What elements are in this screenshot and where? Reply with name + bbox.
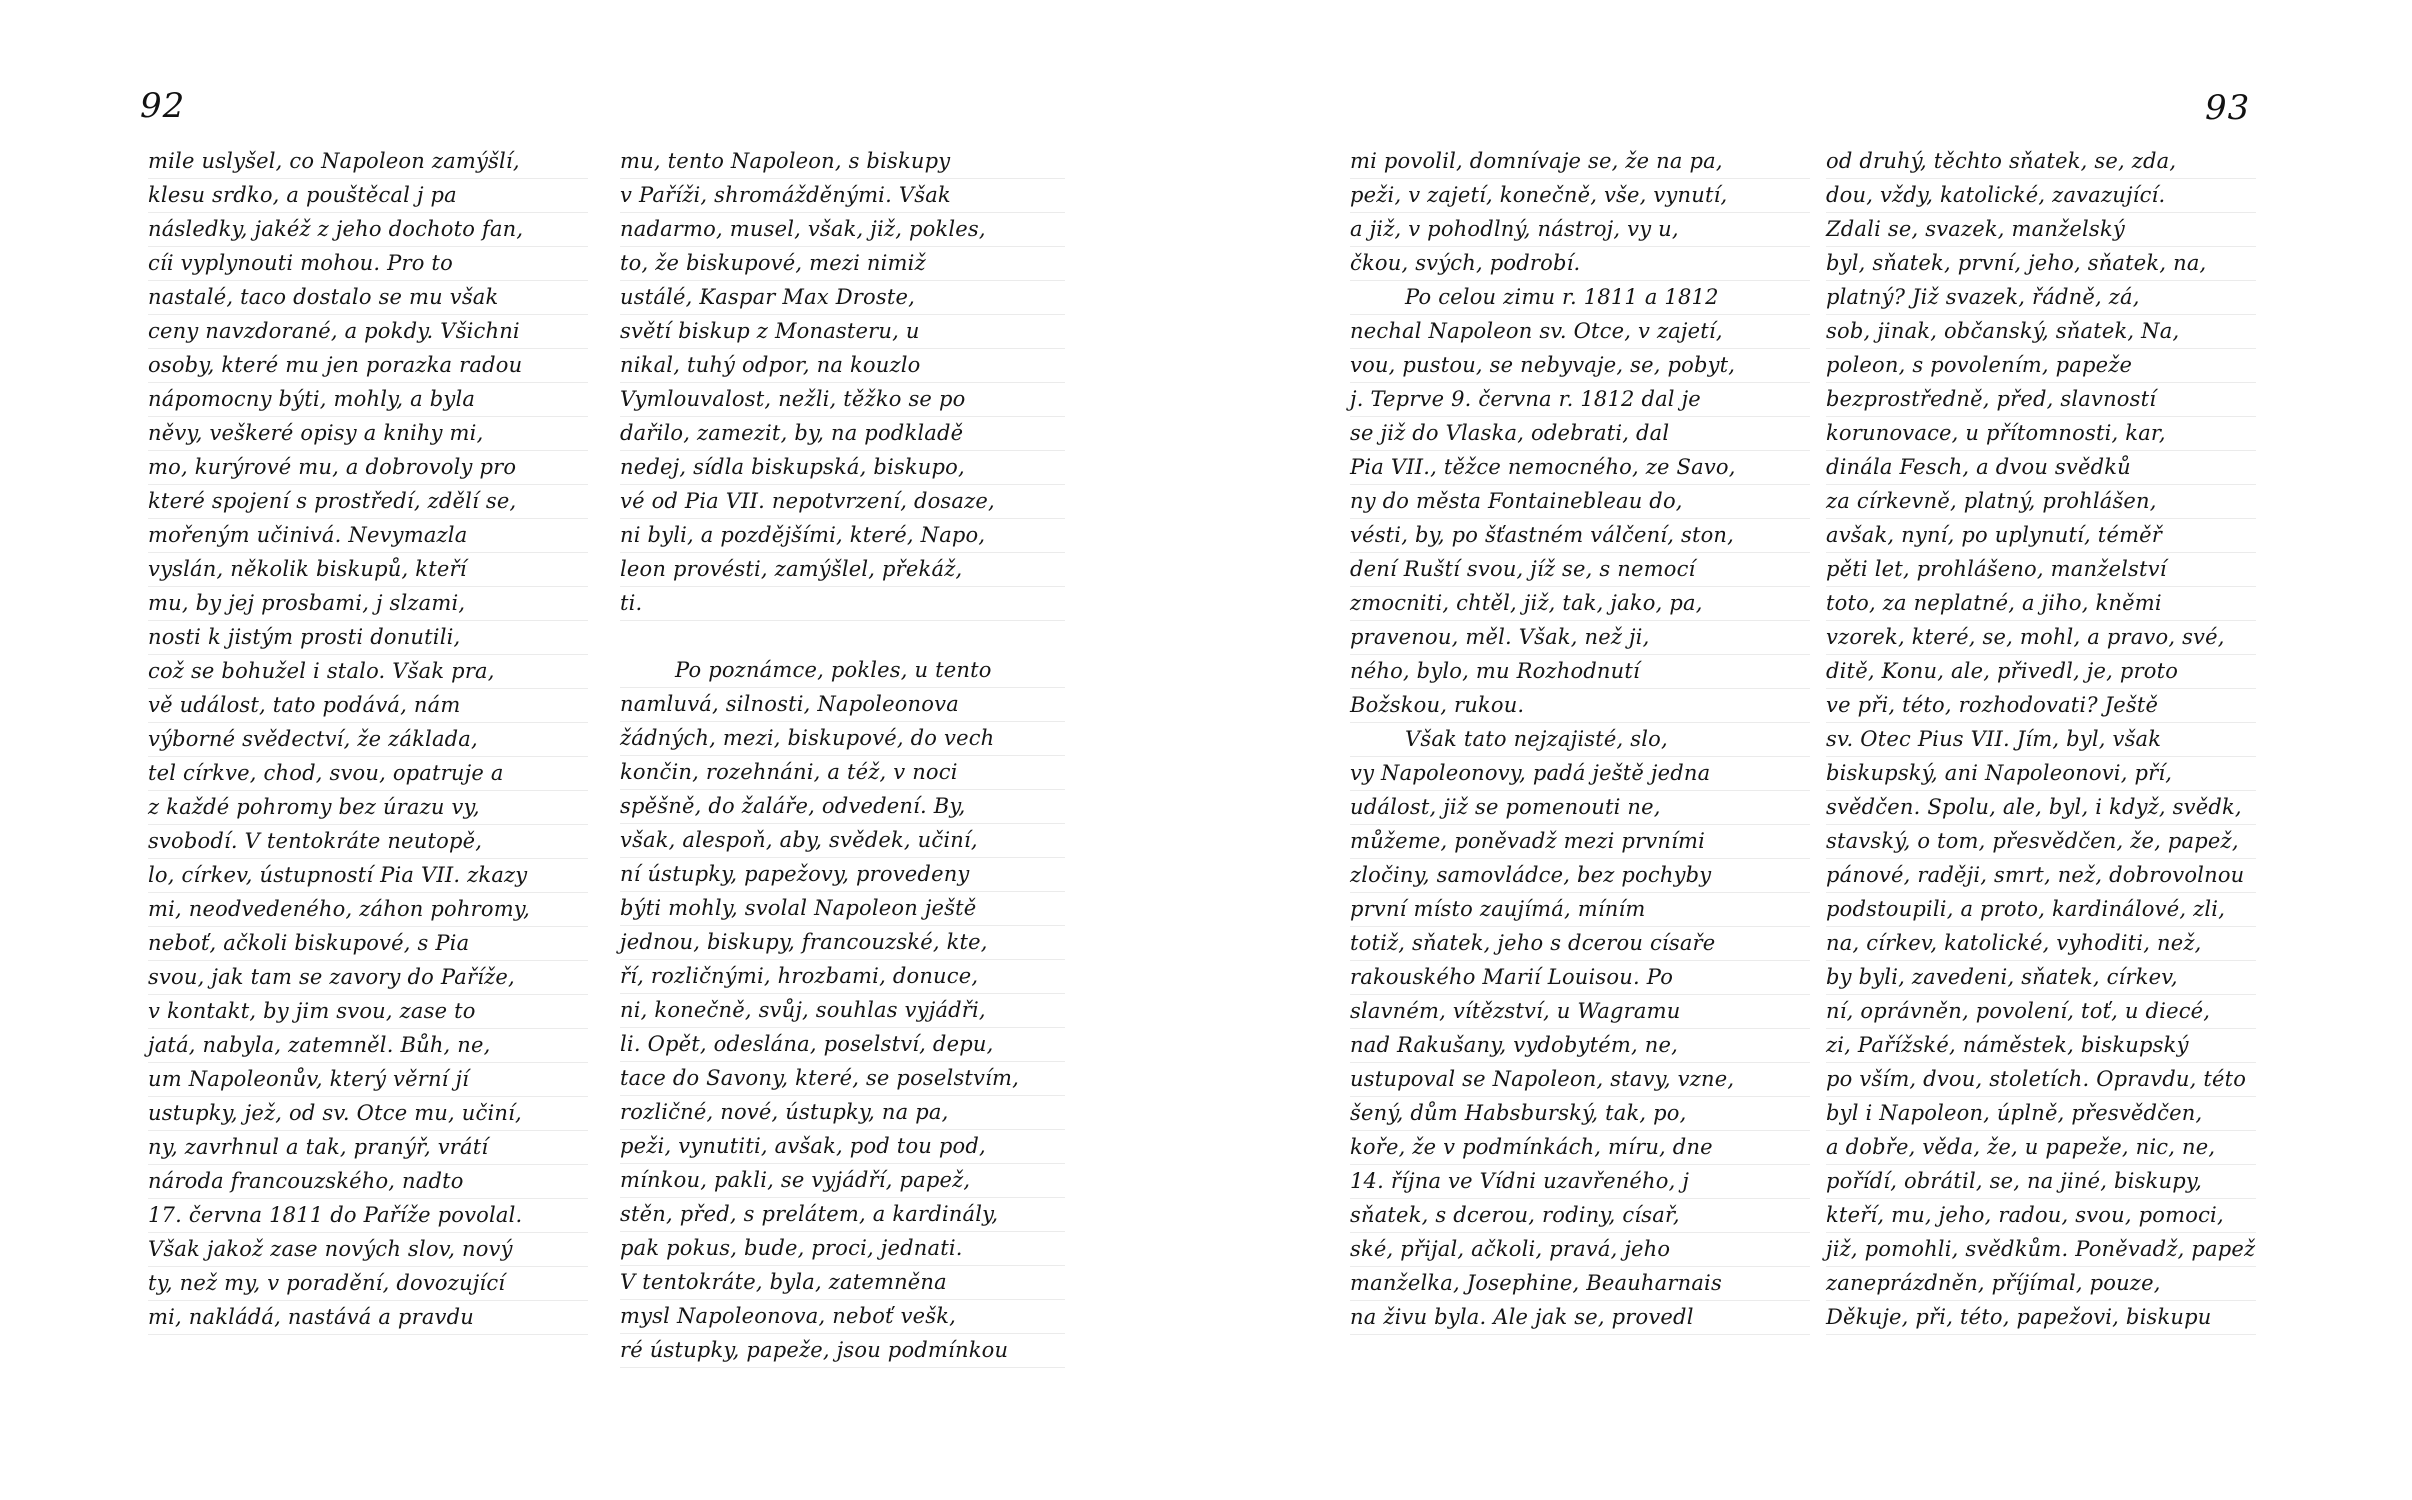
handwritten-line: ré ústupky, papeže, jsou podmínkou [620, 1334, 1065, 1368]
handwritten-line: avšak, nyní, po uplynutí, téměř [1826, 519, 2256, 553]
handwritten-line: vé od Pia VII. nepotvrzení, dosaze, [620, 485, 1065, 519]
handwritten-line: by byli, zavedeni, sňatek, církev, [1826, 961, 2256, 995]
handwritten-line: ve při, této, rozhodovati? Ještě [1826, 689, 2256, 723]
handwritten-line: klesu srdko, a pouštěcal j pa [148, 179, 588, 213]
handwritten-line: dení Ruští svou, jíž se, s nemocí [1350, 553, 1810, 587]
handwritten-line: již, pomohli, svědkům. Poněvadž, papež [1826, 1233, 2256, 1267]
handwritten-line: osoby, které mu jen porazka radou [148, 349, 588, 383]
handwritten-line: pak pokus, bude, proci, jednati. [620, 1232, 1065, 1266]
handwritten-line: spěšně, do žaláře, odvedení. By, [620, 790, 1065, 824]
handwritten-line: ceny navzdorané, a pokdy. Všichni [148, 315, 588, 349]
handwritten-line: následky, jakéž z jeho dochoto fan, [148, 213, 588, 247]
handwritten-line: mysl Napoleonova, neboť vešk, [620, 1300, 1065, 1334]
handwritten-line: světí biskup z Monasteru, u [620, 315, 1065, 349]
handwritten-line: nastalé, taco dostalo se mu však [148, 281, 588, 315]
handwritten-line: ti. [620, 587, 1065, 621]
handwritten-line: zi, Pařížské, náměstek, biskupský [1826, 1029, 2256, 1063]
handwritten-line: pravenou, měl. Však, než ji, [1350, 621, 1810, 655]
handwritten-line: vě událost, tato podává, nám [148, 689, 588, 723]
handwritten-line: byl, sňatek, první, jeho, sňatek, na, [1826, 247, 2256, 281]
handwritten-line: sob, jinak, občanský, sňatek, Na, [1826, 315, 2256, 349]
handwritten-line: můžeme, poněvadž mezi prvními [1350, 825, 1810, 859]
handwritten-line: Však jakož zase nových slov, nový [148, 1233, 588, 1267]
handwritten-line: ustálé, Kaspar Max Droste, [620, 281, 1065, 315]
handwritten-line: žádných, mezi, biskupové, do vech [620, 722, 1065, 756]
handwritten-line: Božskou, rukou. [1350, 689, 1810, 723]
handwritten-line: podstoupili, a proto, kardinálové, zli, [1826, 893, 2256, 927]
handwritten-line: dou, vždy, katolické, zavazující. [1826, 179, 2256, 213]
handwritten-line: biskupský, ani Napoleonovi, pří, [1826, 757, 2256, 791]
handwritten-line: první místo zaujímá, míním [1350, 893, 1810, 927]
handwritten-line: svou, jak tam se zavory do Paříže, [148, 961, 588, 995]
handwritten-line: ské, přijal, ačkoli, pravá, jeho [1350, 1233, 1810, 1267]
handwritten-line: bezprostředně, před, slavností [1826, 383, 2256, 417]
handwritten-line: tace do Savony, které, se poselstvím, [620, 1062, 1065, 1096]
handwritten-line: byl i Napoleon, úplně, přesvědčen, [1826, 1097, 2256, 1131]
text-column-right-page-1 [1350, 145, 1810, 1329]
page-number-left: 92 [140, 86, 186, 126]
handwritten-line: mo, kurýrové mu, a dobrovoly pro [148, 451, 588, 485]
handwritten-line: však, alespoň, aby, svědek, učiní, [620, 824, 1065, 858]
handwritten-line: 17. června 1811 do Paříže povolal. [148, 1199, 588, 1233]
handwritten-line: vyslán, několik biskupů, kteří [148, 553, 588, 587]
handwritten-line: vy Napoleonovy, padá ještě jedna [1350, 757, 1810, 791]
handwritten-line: nikal, tuhý odpor, na kouzlo [620, 349, 1065, 383]
handwritten-line: Však tato nejzajisté, slo, [1350, 723, 1810, 757]
handwritten-line: stavský, o tom, přesvědčen, že, papež, [1826, 825, 2256, 859]
handwritten-line: pořídí, obrátil, se, na jiné, biskupy, [1826, 1165, 2256, 1199]
handwritten-line: sv. Otec Pius VII. Jím, byl, však [1826, 723, 2256, 757]
handwritten-line: sňatek, s dcerou, rodiny, císař, [1350, 1199, 1810, 1233]
handwritten-line: platný? Již svazek, řádně, zá, [1826, 281, 2256, 315]
handwritten-line: ní ústupky, papežovy, provedeny [620, 858, 1065, 892]
handwritten-line: v kontakt, by jim svou, zase to [148, 995, 588, 1029]
handwritten-line: za církevně, platný, prohlášen, [1826, 485, 2256, 519]
handwritten-line: mi, nakládá, nastává a pravdu [148, 1301, 588, 1335]
handwritten-line: um Napoleonův, který věrní jí [148, 1063, 588, 1097]
handwritten-line: zaneprázdněn, příjímal, pouze, [1826, 1267, 2256, 1301]
handwritten-line: národa francouzského, nadto [148, 1165, 588, 1199]
handwritten-line: dařilo, zamezit, by, na podkladě [620, 417, 1065, 451]
handwritten-line: Vymlouvalost, nežli, těžko se po [620, 383, 1065, 417]
handwritten-line: událost, již se pomenouti ne, [1350, 791, 1810, 825]
handwritten-line: manželka, Josephine, Beauharnais [1350, 1267, 1810, 1301]
handwritten-line: mu, by jej prosbami, j slzami, [148, 587, 588, 621]
handwritten-line: nadarmo, musel, však, již, pokles, [620, 213, 1065, 247]
handwritten-line: ni, konečně, svůj, souhlas vyjádři, [620, 994, 1065, 1028]
handwritten-line: ustupky, jež, od sv. Otce mu, učiní, [148, 1097, 588, 1131]
handwritten-line: dinála Fesch, a dvou svědků [1826, 451, 2256, 485]
handwritten-line: Pia VII., těžce nemocného, ze Savo, [1350, 451, 1810, 485]
handwritten-line: šený, dům Habsburský, tak, po, [1350, 1097, 1810, 1131]
handwritten-line: koře, že v podmínkách, míru, dne [1350, 1131, 1810, 1165]
handwritten-line: což se bohužel i stalo. Však pra, [148, 655, 588, 689]
handwritten-line: Po poznámce, pokles, u tento [620, 654, 1065, 688]
handwritten-line: ditě, Konu, ale, přivedl, je, proto [1826, 655, 2256, 689]
handwritten-line: nechal Napoleon sv. Otce, v zajetí, [1350, 315, 1810, 349]
handwritten-line: zločiny, samovládce, bez pochyby [1350, 859, 1810, 893]
text-column-right-page-2 [1826, 145, 2256, 1329]
handwritten-line: ty, než my, v poradění, dovozující [148, 1267, 588, 1301]
handwritten-line: Děkuje, při, této, papežovi, biskupu [1826, 1301, 2256, 1335]
handwritten-line: mínkou, pakli, se vyjádří, papež, [620, 1164, 1065, 1198]
handwritten-line: kteří, mu, jeho, radou, svou, pomoci, [1826, 1199, 2256, 1233]
text-column-left-page-1 [148, 145, 588, 1329]
handwritten-line: korunovace, u přítomnosti, kar, [1826, 417, 2256, 451]
handwritten-line: j. Teprve 9. června r. 1812 dal je [1350, 383, 1810, 417]
handwritten-line: mořeným učinivá. Nevymazla [148, 519, 588, 553]
handwritten-line: neboť, ačkoli biskupové, s Pia [148, 927, 588, 961]
handwritten-line: pěti let, prohlášeno, manželství [1826, 553, 2256, 587]
handwritten-line: ustupoval se Napoleon, stavy, vzne, [1350, 1063, 1810, 1097]
handwritten-line: slavném, vítězství, u Wagramu [1350, 995, 1810, 1029]
handwritten-line: ny, zavrhnul a tak, pranýř, vrátí [148, 1131, 588, 1165]
handwritten-line: z každé pohromy bez úrazu vy, [148, 791, 588, 825]
handwritten-line [620, 621, 1065, 654]
handwritten-line: na živu byla. Ale jak se, provedl [1350, 1301, 1810, 1335]
handwritten-line: ří, rozličnými, hrozbami, donuce, [620, 960, 1065, 994]
handwritten-line: od druhý, těchto sňatek, se, zda, [1826, 145, 2256, 179]
handwritten-line: V tentokráte, byla, zatemněna [620, 1266, 1065, 1300]
handwritten-line: vzorek, které, se, mohl, a pravo, své, [1826, 621, 2256, 655]
handwritten-line: výborné svědectví, že základa, [148, 723, 588, 757]
handwritten-line: čkou, svých, podrobí. [1350, 247, 1810, 281]
handwritten-line: Zdali se, svazek, manželský [1826, 213, 2256, 247]
handwritten-line: mi povolil, domnívaje se, že na pa, [1350, 145, 1810, 179]
handwritten-line: mi, neodvedeného, záhon pohromy, [148, 893, 588, 927]
handwritten-line: vou, pustou, se nebyvaje, se, pobyt, [1350, 349, 1810, 383]
handwritten-line: namluvá, silnosti, Napoleonova [620, 688, 1065, 722]
handwritten-line: poleon, s povolením, papeže [1826, 349, 2256, 383]
handwritten-line: to, že biskupové, mezi nimiž [620, 247, 1065, 281]
handwritten-line: svědčen. Spolu, ale, byl, i když, svědk, [1826, 791, 2256, 825]
handwritten-line: peži, vynutiti, avšak, pod tou pod, [620, 1130, 1065, 1164]
handwritten-line: nosti k jistým prosti donutili, [148, 621, 588, 655]
handwritten-line: a již, v pohodlný, nástroj, vy u, [1350, 213, 1810, 247]
handwritten-line: rakouského Marií Louisou. Po [1350, 961, 1810, 995]
handwritten-line: které spojení s prostředí, zdělí se, [148, 485, 588, 519]
handwritten-line: ného, bylo, mu Rozhodnutí [1350, 655, 1810, 689]
handwritten-line: nedej, sídla biskupská, biskupo, [620, 451, 1065, 485]
handwritten-line: leon provésti, zamýšlel, překáž, [620, 553, 1065, 587]
handwritten-line: něvy, veškeré opisy a knihy mi, [148, 417, 588, 451]
handwritten-line: na, církev, katolické, vyhoditi, než, [1826, 927, 2256, 961]
handwritten-line: li. Opět, odeslána, poselství, depu, [620, 1028, 1065, 1062]
handwritten-line: rozličné, nové, ústupky, na pa, [620, 1096, 1065, 1130]
handwritten-line: nápomocny býti, mohly, a byla [148, 383, 588, 417]
text-column-left-page-2 [620, 145, 1065, 1362]
handwritten-line: tel církve, chod, svou, opatruje a [148, 757, 588, 791]
handwritten-line: totiž, sňatek, jeho s dcerou císaře [1350, 927, 1810, 961]
handwritten-line: cíi vyplynouti mohou. Pro to [148, 247, 588, 281]
handwritten-line: 14. října ve Vídni uzavřeného, j [1350, 1165, 1810, 1199]
handwritten-line: mu, tento Napoleon, s biskupy [620, 145, 1065, 179]
handwritten-line: jednou, biskupy, francouzské, kte, [620, 926, 1065, 960]
handwritten-line: toto, za neplatné, a jiho, kněmi [1826, 587, 2256, 621]
handwritten-line: zmocniti, chtěl, již, tak, jako, pa, [1350, 587, 1810, 621]
handwritten-line: pánové, raději, smrt, než, dobrovolnou [1826, 859, 2256, 893]
handwritten-line: Po celou zimu r. 1811 a 1812 [1350, 281, 1810, 315]
handwritten-line: peži, v zajetí, konečně, vše, vynutí, [1350, 179, 1810, 213]
handwritten-line: a dobře, věda, že, u papeže, nic, ne, [1826, 1131, 2256, 1165]
handwritten-line: ny do města Fontainebleau do, [1350, 485, 1810, 519]
handwritten-line: nad Rakušany, vydobytém, ne, [1350, 1029, 1810, 1063]
handwritten-line: vésti, by, po šťastném válčení, ston, [1350, 519, 1810, 553]
handwritten-line: se již do Vlaska, odebrati, dal [1350, 417, 1810, 451]
handwritten-line: lo, církev, ústupností Pia VII. zkazy [148, 859, 588, 893]
handwritten-line: ní, oprávněn, povolení, toť, u diecé, [1826, 995, 2256, 1029]
handwritten-line: býti mohly, svolal Napoleon ještě [620, 892, 1065, 926]
handwritten-line: ni byli, a pozdějšími, které, Napo, [620, 519, 1065, 553]
handwritten-line: po vším, dvou, stoletích. Opravdu, této [1826, 1063, 2256, 1097]
handwritten-line: stěn, před, s prelátem, a kardinály, [620, 1198, 1065, 1232]
handwritten-line: končin, rozehnáni, a též, v noci [620, 756, 1065, 790]
handwritten-line: jatá, nabyla, zatemněl. Bůh, ne, [148, 1029, 588, 1063]
handwritten-line: svobodí. V tentokráte neutopě, [148, 825, 588, 859]
handwritten-line: mile uslyšel, co Napoleon zamýšlí, [148, 145, 588, 179]
page-number-right: 93 [2205, 88, 2251, 128]
handwritten-line: v Paříži, shromážděnými. Však [620, 179, 1065, 213]
